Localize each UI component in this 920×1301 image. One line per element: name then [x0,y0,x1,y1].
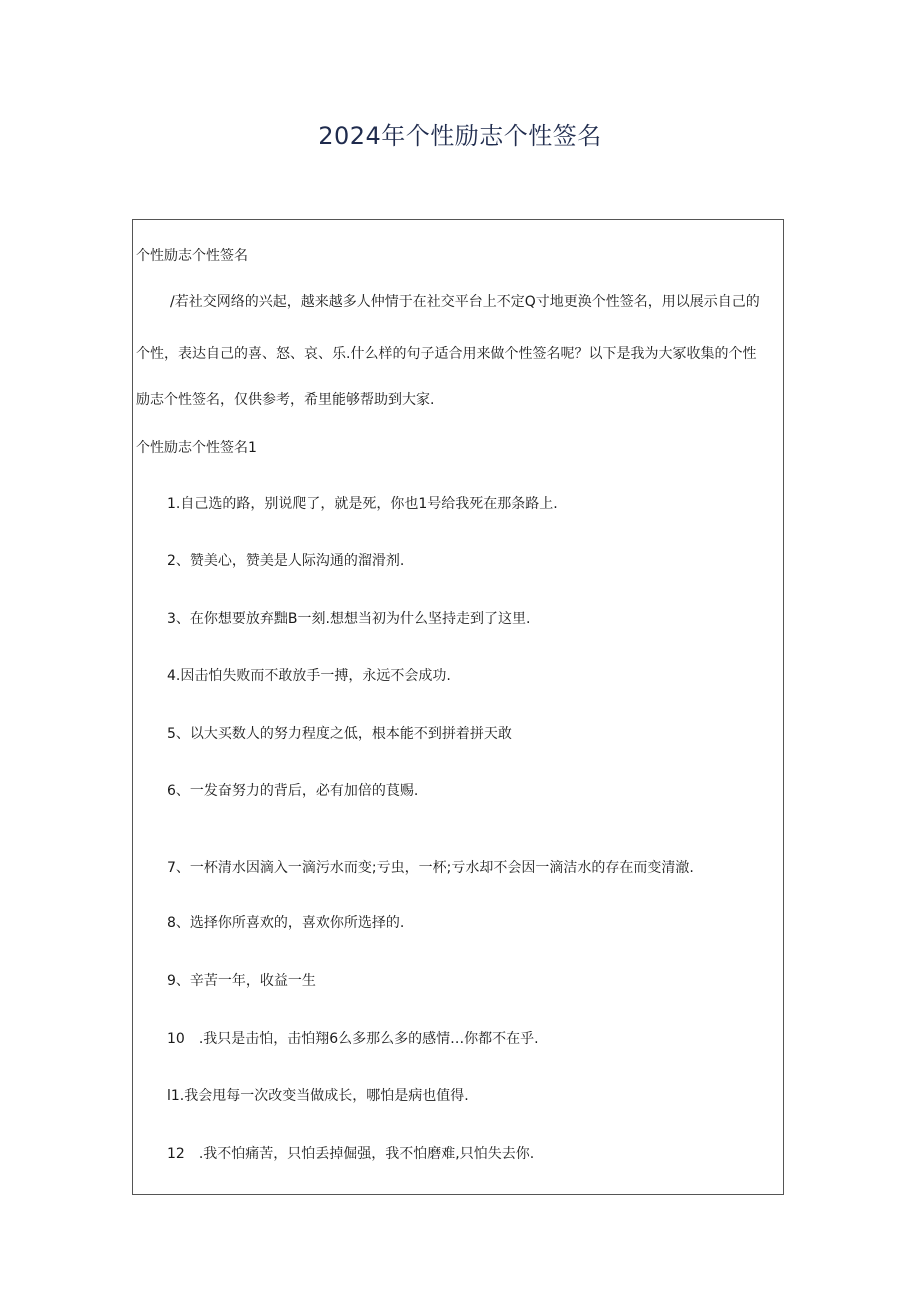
intro-line-3: 励志个性签名，仅供参考，希里能够帮助到大家. [136,392,435,408]
intro-line-2: 个性，表达自己的喜、怒、哀、乐.什么样的句子适合用来做个性签名呢？以下是我为大冢收集的个性 [136,346,757,362]
list-item: 8、选择你所喜欢的，喜欢你所选择的. [167,915,405,931]
document-title: 2024年个性励志个性签名 [318,122,602,150]
list-item: l1.我会甩每一次改变当做成长，哪怕是病也值得. [167,1088,469,1104]
list-item: 10 .我只是击怕，击怕翔6么多那么多的感情…你都不在乎. [167,1031,539,1047]
list-item: 2、赞美心，赞美是人际沟通的溜滑剂. [167,553,405,569]
list-item: 3、在你想要放弃黜B一刻.想想当初为什么坚持走到了这里. [167,611,531,627]
list-item: 1.自己选的路，别说爬了，就是死，你也1号给我死在那条路上. [167,496,558,512]
section-heading: 个性励志个性签名 [136,248,248,264]
list-item: 4.因击怕失败而不敢放手一搏，永远不会成功. [167,668,451,684]
list-item: 6、一发奋努力的背后，必有加倍的茛赐. [167,783,419,799]
subheading: 个性励志个性签名1 [136,440,257,456]
list-item: 5、以大买数人的努力程度之低，根本能不到拼着拼天敢 [167,726,512,742]
intro-line-1: /若社交网络的兴起，越来越多人仲情于在社交平台上不定Q寸地更涣个性签名，用以展示自己的 [170,294,760,310]
list-item: 12 .我不怕痛苦，只怕丢掉倔强，我不怕磨难,只怕失去你. [167,1146,535,1162]
list-item: 9、辛苦一年，收益一生 [167,973,316,989]
list-item: 7、一杯清水因滴入一滴污水而变;亏虫，一杯;亏水却不会因一滴洁水的存在而变清澈. [167,860,694,876]
content-box [132,219,784,1195]
